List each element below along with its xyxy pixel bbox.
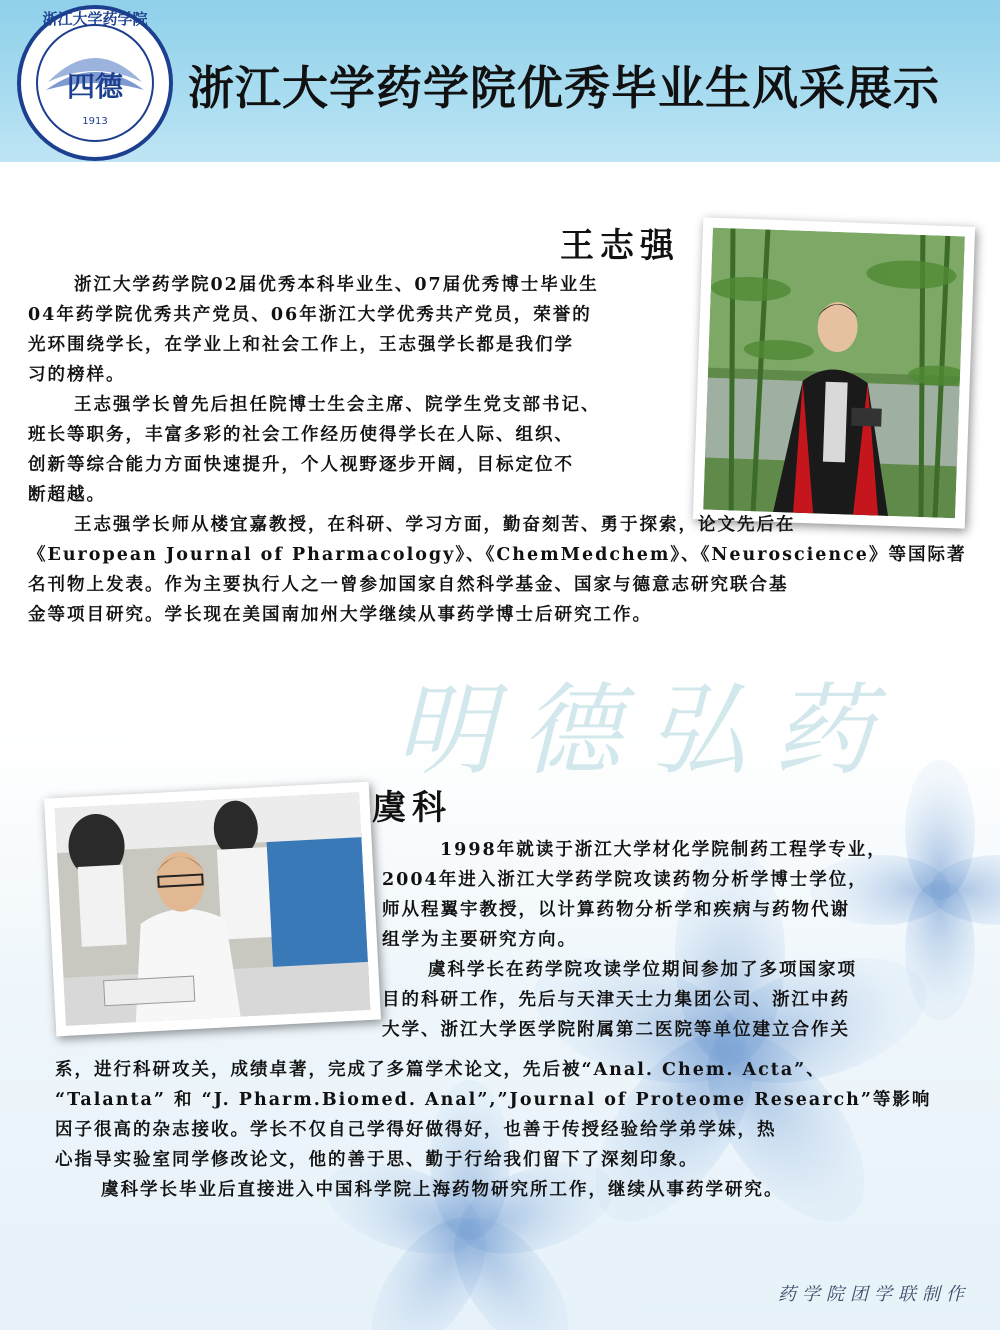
profile-1-line-8: 断超越。 [28,485,106,505]
header-bar [0,0,1000,162]
profile-2-line-10: 因子很高的杂志接收。学长不仅自己学得好做得好，也善于传授经验给学弟学妹，热 [55,1120,777,1140]
profile-2-line-8: 系，进行科研攻关，成绩卓著，完成了多篇学术论文，先后被“Anal. Chem. Acta”、 [55,1060,826,1080]
seal-chinese-text: 浙江大学药学院 [42,10,148,28]
profile-2-line-3: 师从程翼宇教授，以计算药物分析学和疾病与药物代谢 [382,900,850,920]
profile-1-line-10: 《European Journal of Pharmacology》、《ChemMedchem》、《Neuroscience》等国际著 [28,545,967,565]
profile-2-line-5: 虞科学长在药学院攻读学位期间参加了多项国家项 [428,960,857,980]
profile-2-bio-a [382,835,972,1045]
profile-1-line-2: 04年药学院优秀共产党员、06年浙江大学优秀共产党员，荣誉的 [28,305,592,325]
profile-1-photo [693,217,975,528]
profile-1-bio-a [28,270,698,510]
profile-1-name: 王志强 [560,226,680,266]
profile-1-line-3: 光环围绕学长，在学业上和社会工作上，王志强学长都是我们学 [28,335,574,355]
profile-2-line-4: 组学为主要研究方向。 [382,930,577,950]
svg-text:四德: 四德 [66,70,124,103]
profile-1-line-1: 浙江大学药学院02届优秀本科毕业生、07届优秀博士毕业生 [74,275,599,295]
profile-2-bio-b [55,1055,970,1205]
college-seal-logo [16,4,174,162]
profile-1-line-11: 名刊物上发表。作为主要执行人之一曾参加国家自然科学基金、国家与德意志研究联合基 [28,575,789,595]
profile-1-line-7: 创新等综合能力方面快速提升，个人视野逐步开阔，目标定位不 [28,455,574,475]
profile-1-line-6: 班长等职务，丰富多彩的社会工作经历使得学长在人际、组织、 [28,425,574,445]
profile-1-bio-b [28,510,973,630]
profile-2-line-9: “Talanta” 和 “J. Pharm.Biomed. Anal”,”Journal of Proteome Research”等影响 [55,1090,932,1110]
profile-1-line-9: 王志强学长师从楼宜嘉教授，在科研、学习方面，勤奋刻苦、勇于探索，论文先后在 [74,515,796,535]
svg-text:1913: 1913 [82,116,108,127]
profile-2-name: 虞科 [372,788,452,828]
student-at-desk-photo [55,792,371,1026]
profile-2-line-6: 目的科研工作，先后与天津天士力集团公司、浙江中药 [382,990,850,1010]
profile-2-line-12: 虞科学长毕业后直接进入中国科学院上海药物研究所工作，继续从事药学研究。 [101,1180,784,1200]
graduate-in-gown-photo [703,228,965,519]
profile-2-line-1: 1998年就读于浙江大学材化学院制药工程学专业， [440,840,887,860]
credit-text: 药学院团学联制作 [778,1284,970,1305]
profile-1-line-5: 王志强学长曾先后担任院博士生会主席、院学生党支部书记、 [74,395,601,415]
profile-2-line-11: 心指导实验室同学修改论文，他的善于思、勤于行给我们留下了深刻印象。 [55,1150,699,1170]
profile-1-line-4: 习的榜样。 [28,365,126,385]
page-title: 浙江大学药学院优秀毕业生风采展示 [188,61,940,115]
profile-2-photo [44,782,381,1037]
motto-watermark: 明德弘药 [395,672,899,789]
profile-2-line-2: 2004年进入浙江大学药学院攻读药物分析学博士学位， [382,870,868,890]
profile-1-line-12: 金等项目研究。学长现在美国南加州大学继续从事药学博士后研究工作。 [28,605,652,625]
profile-2-line-7: 大学、浙江大学医学院附属第二医院等单位建立合作关 [382,1020,850,1040]
